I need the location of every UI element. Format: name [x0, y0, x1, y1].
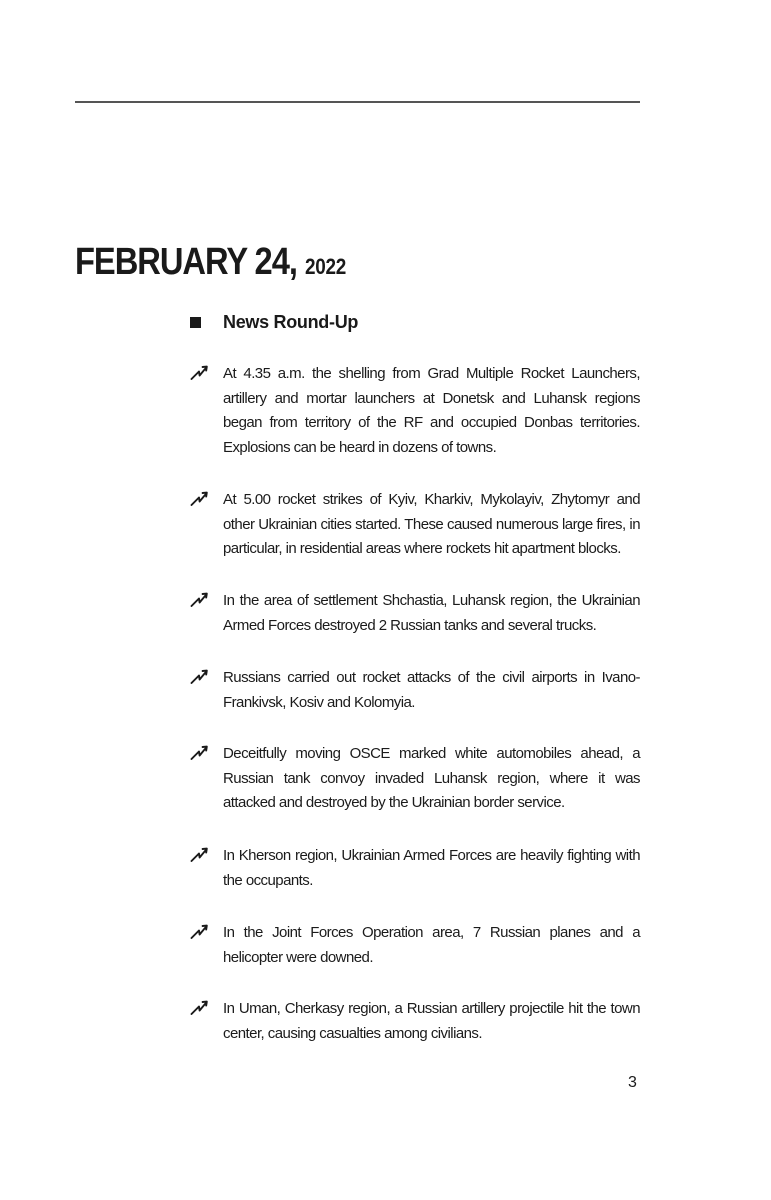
news-item-text: Deceitfully moving OSCE marked white automobiles ahead, a Russian tank convoy invaded Luhansk region, where it was attacked and destroyed by the Ukrainian border service. [223, 745, 640, 811]
date-heading-year: 2022 [304, 254, 347, 279]
news-item-text: At 4.35 a.m. the shelling from Grad Multiple Rocket Launchers, artillery and mortar launchers at Donetsk and Luhansk regions began from territory of the RF and occupied Donbas territories. Explosions can be heard in dozens of towns. [223, 365, 640, 456]
news-item-text: Russians carried out rocket attacks of the civil airports in Ivano-Frankivsk, Kosiv and Kolomyia. [223, 669, 640, 711]
lightning-arrow-icon [190, 999, 208, 1015]
news-item-text: In the Joint Forces Operation area, 7 Russian planes and a helicopter were downed. [223, 924, 640, 966]
news-item-text: In Kherson region, Ukrainian Armed Forces are heavily fighting with the occupants. [223, 847, 640, 889]
top-rule [75, 101, 640, 103]
square-bullet-icon [190, 317, 201, 328]
lightning-arrow-icon [190, 744, 208, 760]
date-heading [75, 238, 346, 291]
page-number: 3 [628, 1074, 637, 1091]
lightning-arrow-icon [190, 668, 208, 684]
news-item-text: In the area of settlement Shchastia, Luhansk region, the Ukrainian Armed Forces destroyed 2 Russian tanks and several trucks. [223, 592, 640, 634]
lightning-arrow-icon [190, 490, 208, 506]
section-title: News Round-Up [223, 311, 359, 332]
date-heading-date: FEBRUARY 24, [75, 241, 297, 283]
lightning-arrow-icon [190, 846, 208, 862]
lightning-arrow-icon [190, 591, 208, 607]
news-item-text: In Uman, Cherkasy region, a Russian artillery projectile hit the town center, causing casualties among civilians. [223, 1000, 640, 1042]
lightning-arrow-icon [190, 364, 208, 380]
news-item-text: At 5.00 rocket strikes of Kyiv, Kharkiv, Mykolayiv, Zhytomyr and other Ukrainian cities started. These caused numerous large fires, in particular, in residential areas where rockets hit apartment blocks. [223, 491, 640, 557]
lightning-arrow-icon [190, 923, 208, 939]
section-header [190, 308, 358, 336]
